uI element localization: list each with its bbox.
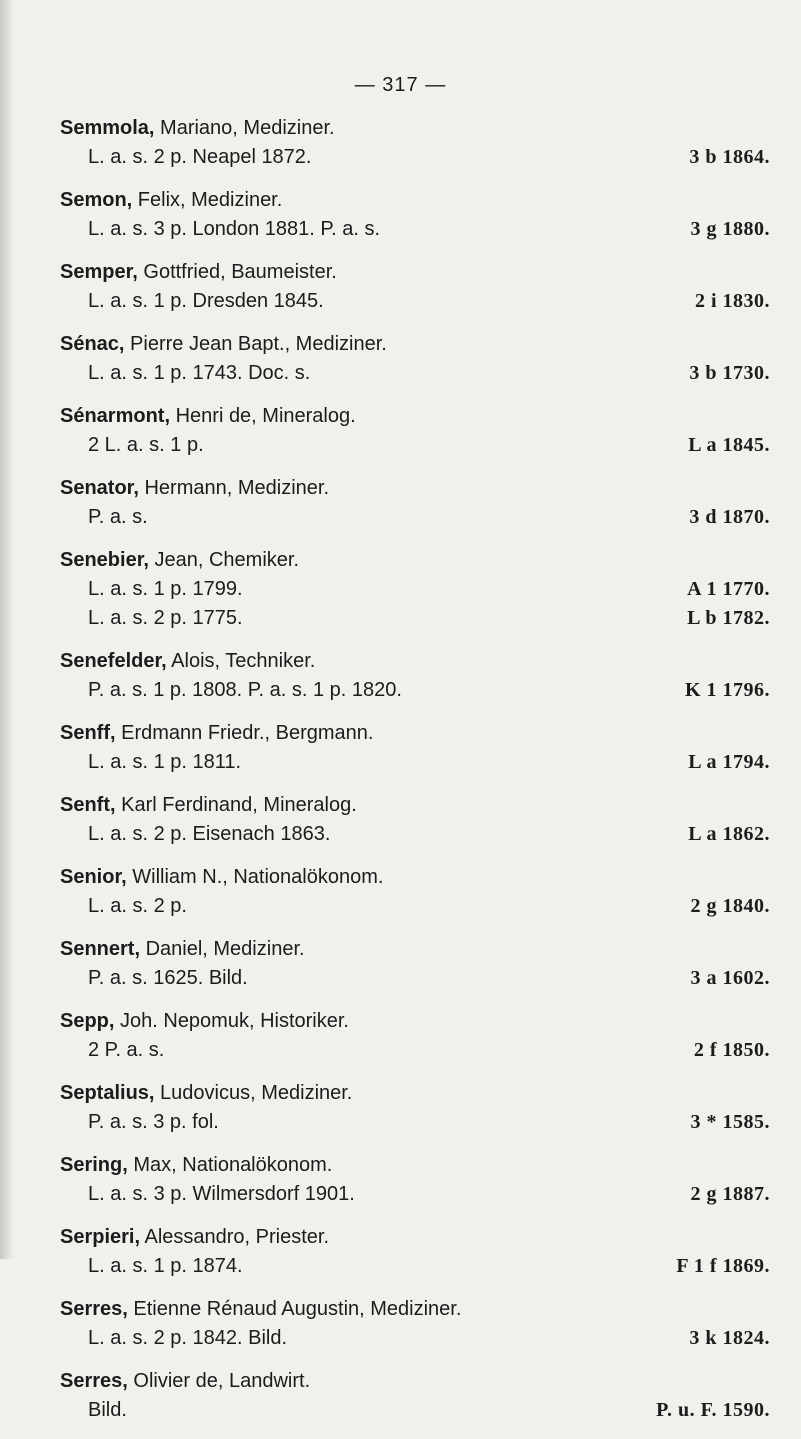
entry-list [60, 114, 770, 1439]
entry-detail-text: 2 L. a. s. 1 p. [88, 434, 204, 456]
entry-signature: 3 b 1730. [689, 362, 770, 384]
catalog-entry [60, 1367, 770, 1425]
entry-detail-line [60, 215, 770, 244]
entry-signature: 3 k 1824. [689, 1327, 770, 1349]
entry-description: Etienne Rénaud Augustin, Mediziner. [127, 1298, 462, 1320]
entry-detail-line [60, 892, 770, 921]
catalog-entry [60, 474, 770, 532]
entry-signature: F 1 f 1869. [676, 1255, 770, 1277]
entry-signature: 2 i 1830. [694, 290, 770, 312]
entry-detail-text: L. a. s. 2 p. Eisenach 1863. [88, 823, 331, 845]
entry-detail-line [60, 575, 770, 604]
entry-detail-text: L. a. s. 1 p. 1743. Doc. s. [88, 362, 311, 384]
catalog-entry [60, 186, 770, 244]
page-number: — 317 — [354, 74, 447, 96]
entry-description: William N., Nationalökonom. [126, 866, 384, 888]
entry-heading [60, 1007, 770, 1036]
entry-description: Joh. Nepomuk, Historiker. [114, 1010, 349, 1032]
catalog-entry [60, 402, 770, 460]
entry-description: Olivier de, Landwirt. [127, 1370, 311, 1392]
entry-name: Sennert, [60, 938, 141, 960]
entry-detail-text: 2 P. a. s. [88, 1039, 165, 1061]
entry-name: Septalius, [60, 1082, 155, 1104]
entry-description: Henri de, Mineralog. [170, 405, 356, 427]
entry-description: Ludovicus, Mediziner. [154, 1082, 353, 1104]
entry-description: Pierre Jean Bapt., Mediziner. [124, 333, 387, 355]
entry-heading [60, 330, 770, 359]
catalog-entry [60, 546, 770, 633]
entry-signature: L a 1845. [688, 434, 770, 456]
entry-name: Senff, [60, 722, 116, 744]
entry-description: Alois, Techniker. [166, 650, 316, 672]
entry-description: Gottfried, Baumeister. [137, 261, 337, 283]
entry-heading [60, 1223, 770, 1252]
entry-heading [60, 719, 770, 748]
entry-description: Jean, Chemiker. [148, 549, 300, 571]
entry-description: Alessandro, Priester. [140, 1226, 330, 1248]
entry-detail-text: L. a. s. 3 p. Wilmersdorf 1901. [88, 1183, 355, 1205]
catalog-entry [60, 791, 770, 849]
entry-detail-line [60, 1180, 770, 1209]
entry-signature: L b 1782. [687, 607, 770, 629]
entry-detail-line [60, 1324, 770, 1353]
entry-heading [60, 647, 770, 676]
entry-signature: L a 1794. [688, 751, 770, 773]
entry-detail-text: L. a. s. 3 p. London 1881. P. a. s. [88, 218, 381, 240]
catalog-entry [60, 1295, 770, 1353]
entry-heading [60, 402, 770, 431]
entry-detail-text: L. a. s. 1 p. Dresden 1845. [88, 290, 324, 312]
catalog-entry [60, 1007, 770, 1065]
entry-heading [60, 863, 770, 892]
entry-name: Sepp, [60, 1010, 115, 1032]
catalog-entry [60, 935, 770, 993]
catalog-entry [60, 863, 770, 921]
entry-heading [60, 114, 770, 143]
entry-detail-text: L. a. s. 1 p. 1811. [88, 751, 242, 773]
entry-detail-line [60, 820, 770, 849]
entry-detail-line [60, 676, 770, 705]
entry-detail-line [60, 964, 770, 993]
catalog-entry [60, 330, 770, 388]
entry-detail-text: L. a. s. 1 p. 1799. [88, 578, 243, 600]
entry-detail-text: L. a. s. 2 p. 1775. [88, 607, 243, 629]
entry-signature: L a 1862. [688, 823, 770, 845]
entry-heading [60, 1295, 770, 1324]
catalog-entry [60, 1223, 770, 1281]
entry-heading [60, 258, 770, 287]
entry-name: Semmola, [60, 117, 155, 139]
entry-description: Mariano, Mediziner. [154, 117, 335, 139]
entry-signature: 3 g 1880. [690, 218, 770, 240]
entry-detail-line [60, 143, 770, 172]
catalog-entry [60, 1151, 770, 1209]
entry-description: Erdmann Friedr., Bergmann. [115, 722, 374, 744]
entry-name: Senft, [60, 794, 116, 816]
entry-heading [60, 186, 770, 215]
entry-description: Daniel, Mediziner. [140, 938, 305, 960]
entry-detail-line [60, 431, 770, 460]
entry-heading [60, 791, 770, 820]
catalog-entry [60, 719, 770, 777]
entry-name: Senefelder, [60, 650, 167, 672]
entry-signature: 2 g 1887. [690, 1183, 770, 1205]
entry-signature: 3 d 1870. [689, 506, 770, 528]
entry-name: Sénac, [60, 333, 125, 355]
entry-detail-line [60, 287, 770, 316]
entry-detail-line [60, 1108, 770, 1137]
entry-detail-line [60, 1252, 770, 1281]
entry-detail-text: L. a. s. 2 p. Neapel 1872. [88, 146, 312, 168]
entry-name: Sering, [60, 1154, 128, 1176]
entry-description: Max, Nationalökonom. [127, 1154, 333, 1176]
entry-detail-text: Bild. [88, 1399, 127, 1421]
entry-signature: 2 f 1850. [693, 1039, 770, 1061]
entry-detail-text: L. a. s. 2 p. 1842. Bild. [88, 1327, 288, 1349]
entry-description: Karl Ferdinand, Mineralog. [115, 794, 357, 816]
entry-description: Hermann, Mediziner. [138, 477, 329, 499]
catalog-entry [60, 647, 770, 705]
entry-detail-line [60, 604, 770, 633]
entry-signature: A 1 1770. [687, 578, 770, 600]
entry-detail-text: P. a. s. 1 p. 1808. P. a. s. 1 p. 1820. [88, 679, 402, 701]
entry-name: Senior, [60, 866, 127, 888]
entry-name: Senator, [60, 477, 139, 499]
entry-heading [60, 1151, 770, 1180]
entry-name: Sénarmont, [60, 405, 171, 427]
entry-detail-text: P. a. s. 1625. Bild. [88, 967, 248, 989]
entry-signature: 2 g 1840. [690, 895, 770, 917]
entry-name: Semon, [60, 189, 133, 211]
entry-detail-text: P. a. s. 3 p. fol. [88, 1111, 219, 1133]
entry-name: Senebier, [60, 549, 149, 571]
entry-signature: 3 * 1585. [690, 1111, 770, 1133]
entry-signature: K 1 1796. [684, 679, 770, 701]
catalog-entry [60, 258, 770, 316]
entry-signature: 3 a 1602. [690, 967, 770, 989]
entry-heading [60, 1367, 770, 1396]
entry-description: Felix, Mediziner. [132, 189, 283, 211]
entry-detail-line [60, 1396, 770, 1425]
entry-name: Semper, [60, 261, 138, 283]
entry-heading [60, 474, 770, 503]
entry-detail-text: P. a. s. [88, 506, 148, 528]
entry-heading [60, 1079, 770, 1108]
entry-name: Serres, [60, 1298, 128, 1320]
entry-name: Serpieri, [60, 1226, 141, 1248]
entry-detail-line [60, 748, 770, 777]
page-edge-shadow [0, 0, 14, 1259]
entry-name: Serres, [60, 1370, 128, 1392]
entry-detail-line [60, 1036, 770, 1065]
entry-detail-line [60, 359, 770, 388]
catalog-entry [60, 114, 770, 172]
entry-detail-text: L. a. s. 2 p. [88, 895, 187, 917]
entry-detail-line [60, 503, 770, 532]
entry-detail-text: L. a. s. 1 p. 1874. [88, 1255, 243, 1277]
entry-heading [60, 546, 770, 575]
catalog-entry [60, 1079, 770, 1137]
entry-heading [60, 935, 770, 964]
entry-signature: 3 b 1864. [689, 146, 770, 168]
entry-signature: P. u. F. 1590. [656, 1399, 770, 1421]
